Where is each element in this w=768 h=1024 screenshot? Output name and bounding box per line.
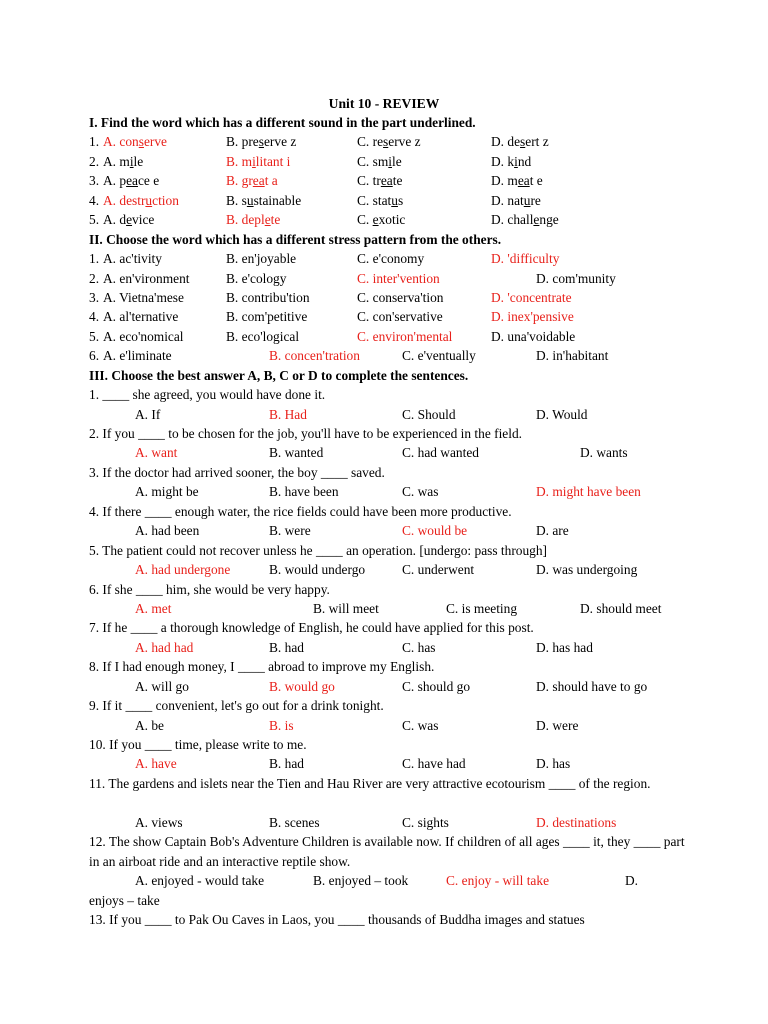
answer-option: C. Should [402, 406, 456, 422]
option-a [103, 327, 184, 346]
worksheet-content [89, 113, 689, 929]
item-number: 2. [89, 153, 100, 169]
option-text: concen'tration [284, 348, 360, 364]
answer-option: A. be [135, 717, 165, 733]
section-1-row [89, 152, 689, 171]
option-c [357, 327, 452, 346]
word-part: p [119, 173, 127, 189]
answer-options-row [89, 521, 689, 540]
option-d [491, 191, 541, 210]
question-text: 12. The show Captain Bob's Adventure Children is available now. If children of all ages ____ it, they ____ part in an airboat ride and an interactive reptile show. [89, 834, 685, 869]
answer-option: B. have been [269, 484, 339, 500]
question-text: 9. If it ____ convenient, let's go out for a drink tonight. [89, 698, 384, 714]
underlined-part: s [258, 134, 264, 150]
option-a [103, 191, 179, 210]
section-2-row [89, 249, 689, 268]
answer-option: D. was undergoing [536, 562, 638, 578]
option-text: e'ventually [417, 348, 476, 364]
option-a [103, 269, 189, 288]
underlined-part: s [138, 134, 144, 150]
option-c [402, 346, 476, 365]
option-letter: A. [103, 153, 117, 169]
section-2-row [89, 327, 689, 346]
option-d [536, 269, 616, 288]
answer-option: B. had [269, 756, 304, 772]
word-part: stainable [253, 192, 302, 208]
answer-option: C. sights [402, 814, 449, 830]
item-number: 6. [89, 348, 100, 364]
section-2-row [89, 269, 689, 288]
question-text: 7. If he ____ a thorough knowledge of English, he could have applied for this post. [89, 620, 534, 636]
option-letter: A. [103, 134, 117, 150]
option-letter: C. [357, 270, 370, 286]
option-c [357, 269, 440, 288]
item-number: 3. [89, 173, 100, 189]
option-letter: A. [103, 270, 117, 286]
question-text: 4. If there ____ enough water, the rice fields could have been more productive. [89, 503, 512, 519]
answer-option: A. views [135, 814, 183, 830]
word-part: pre [241, 134, 259, 150]
answer-option: C. should go [402, 678, 471, 694]
answer-options-row [89, 482, 689, 501]
option-letter: D. [491, 192, 505, 208]
question-line [89, 502, 689, 521]
word-part: ction [152, 192, 179, 208]
underlined-part: ea [380, 173, 393, 189]
option-letter: C. [357, 173, 370, 189]
word-part: depl [241, 212, 265, 228]
answer-option: B. would undergo [269, 562, 366, 578]
answer-option: B. enjoyed – took [313, 873, 409, 889]
option-letter: A. [103, 173, 117, 189]
word-part: ce e [137, 173, 160, 189]
option-letter: D. [536, 348, 550, 364]
option-a [103, 249, 162, 268]
question-text: 3. If the doctor had arrived sooner, the boy ____ saved. [89, 464, 385, 480]
answer-options-row [89, 754, 689, 773]
item-number: 4. [89, 309, 100, 325]
option-letter: B. [226, 270, 239, 286]
option-letter: D. [536, 270, 550, 286]
word-part: nd [517, 153, 532, 169]
option-text: conserva'tion [372, 289, 444, 305]
answer-option: C. enjoy - will take [446, 873, 550, 889]
option-b [226, 152, 290, 171]
option-letter: A. [103, 289, 117, 305]
option-letter: C. [357, 134, 370, 150]
option-text: en'joyable [241, 251, 297, 267]
word-part: d [119, 212, 127, 228]
option-letter: B. [226, 173, 239, 189]
option-b [226, 288, 310, 307]
section-1-row [89, 191, 689, 210]
underlined-part: u [391, 192, 398, 208]
underlined-part: e [126, 212, 133, 228]
option-letter: A. [103, 309, 117, 325]
option-text: inex'pensive [507, 309, 574, 325]
option-letter: B. [226, 328, 239, 344]
option-text: 'difficulty [507, 251, 560, 267]
answer-option: B. will meet [313, 600, 379, 616]
option-letter: C. [357, 251, 370, 267]
option-letter: D. [491, 212, 505, 228]
word-part: nat [507, 192, 524, 208]
section-1-row [89, 210, 689, 229]
question-text: 8. If I had enough money, I ____ abroad to improve my English. [89, 659, 435, 675]
underlined-part: i [388, 153, 393, 169]
question-line [89, 385, 689, 404]
option-letter: B. [226, 309, 239, 325]
option-d [491, 152, 531, 171]
option-letter: A. [103, 328, 117, 344]
option-letter: C. [357, 289, 370, 305]
answer-option: A. had had [135, 639, 194, 655]
answer-option: C. would be [402, 523, 468, 539]
option-letter: C. [357, 192, 370, 208]
section-1-heading: I. Find the word which has a different sound in the part underlined. [89, 115, 476, 130]
answer-option: B. were [269, 523, 311, 539]
option-letter: B. [226, 134, 239, 150]
option-d [491, 249, 559, 268]
answer-option: A. enjoyed - would take [135, 873, 265, 889]
section-2-heading: II. Choose the word which has a different stress pattern from the others. [89, 231, 502, 247]
answer-option: A. met [135, 600, 172, 616]
answer-option: C. was [402, 484, 439, 500]
answer-option: A. want [135, 445, 178, 461]
answer-option: B. is [269, 717, 294, 733]
option-letter: D. [491, 134, 505, 150]
option-d [536, 346, 608, 365]
underlined-part: s [383, 134, 389, 150]
answer-options-row [89, 716, 689, 735]
option-letter: C. [357, 309, 370, 325]
option-text: environ'mental [372, 328, 453, 344]
option-text: al'ternative [119, 309, 179, 325]
word-part: te [270, 212, 281, 228]
option-c [357, 191, 403, 210]
underlined-part: u [523, 192, 531, 208]
option-d [491, 327, 575, 346]
answer-option: C. has [402, 639, 436, 655]
option-text: e'cology [241, 270, 287, 286]
option-text: Vietna'mese [119, 289, 184, 305]
option-b [226, 132, 296, 151]
option-a [103, 346, 172, 365]
word-part: erve z [263, 134, 297, 150]
option-d [491, 210, 559, 229]
answer-option: B. Had [269, 406, 307, 422]
word-part: m [119, 153, 130, 169]
answer-option: D. should meet [580, 600, 662, 616]
section-2-rows [89, 249, 689, 366]
underlined-part: e [533, 212, 540, 228]
answer-option: A. had undergone [135, 562, 231, 578]
option-b [226, 210, 280, 229]
answer-option: B. would go [269, 678, 335, 694]
option-letter: C. [357, 153, 370, 169]
section-2-row [89, 346, 689, 365]
option-c [357, 171, 402, 190]
answer-option: C. is meeting [446, 600, 518, 616]
option-letter: D. [491, 309, 505, 325]
answer-option: A. had been [135, 523, 200, 539]
item-number: 4. [89, 192, 100, 208]
option-a [103, 171, 159, 190]
word-part: de [507, 134, 521, 150]
option-d [491, 171, 543, 190]
question-line [89, 735, 689, 754]
option-d [491, 307, 574, 326]
word-part: stat [372, 192, 392, 208]
option-letter: C. [357, 212, 370, 228]
option-c [357, 210, 405, 229]
section-3-heading: III. Choose the best answer A, B, C or D to complete the sentences. [89, 367, 469, 383]
answer-options-row [89, 813, 689, 832]
answer-continuation [89, 891, 689, 910]
word-part: k [507, 153, 515, 169]
option-letter: A. [103, 192, 117, 208]
word-part: chall [507, 212, 534, 228]
option-text: in'habitant [552, 348, 609, 364]
word-part: ert z [525, 134, 549, 150]
option-text: com'petitive [241, 309, 308, 325]
option-letter: B. [226, 153, 239, 169]
answer-option: D. might have been [536, 484, 641, 500]
option-letter: D. [491, 328, 505, 344]
answer-option: D. [625, 873, 639, 889]
option-a [103, 288, 184, 307]
answer-options-row [89, 638, 689, 657]
option-text: una'voidable [507, 328, 576, 344]
word-part: s [241, 192, 247, 208]
word-part: con [119, 134, 139, 150]
answer-option: D. wants [580, 445, 628, 461]
question-line [89, 618, 689, 637]
option-letter: B. [226, 192, 239, 208]
option-letter: A. [103, 348, 117, 364]
word-part: nge [539, 212, 559, 228]
question-line [89, 463, 689, 482]
option-letter: D. [491, 153, 505, 169]
question-text: 1. ____ she agreed, you would have done it. [89, 387, 326, 403]
option-text: eco'nomical [119, 328, 184, 344]
word-part: s [397, 192, 404, 208]
option-text: eco'logical [241, 328, 300, 344]
option-text: 'concentrate [507, 289, 572, 305]
answer-options-row [89, 871, 689, 890]
section-1-rows [89, 132, 689, 229]
option-text: con'servative [372, 309, 443, 325]
option-text: com'munity [552, 270, 616, 286]
answer-option: A. If [135, 406, 161, 422]
option-letter: B. [269, 348, 282, 364]
section-3-questions [89, 385, 689, 929]
option-letter: C. [402, 348, 415, 364]
option-text: en'vironment [119, 270, 190, 286]
underlined-part: s [520, 134, 526, 150]
question-line [89, 541, 689, 560]
word-part: m [241, 153, 253, 169]
item-number: 2. [89, 270, 100, 286]
option-c [357, 288, 443, 307]
question-line [89, 696, 689, 715]
item-number: 1. [89, 134, 100, 150]
question-line [89, 580, 689, 599]
option-letter: B. [226, 289, 239, 305]
question-line [89, 424, 689, 443]
word-part: t a [264, 173, 278, 189]
option-c [357, 307, 443, 326]
question-text: 10. If you ____ time, please write to me. [89, 737, 307, 752]
word-part: tr [372, 173, 381, 189]
option-b [226, 269, 286, 288]
option-letter: D. [491, 251, 505, 267]
answer-option: C. was [402, 717, 439, 733]
answer-option: C. have had [402, 756, 466, 772]
option-letter: A. [103, 212, 117, 228]
word-part: xotic [378, 212, 406, 228]
answer-option: D. destinations [536, 814, 617, 830]
answer-option: B. wanted [269, 445, 324, 461]
underlined-part: e [372, 212, 379, 228]
answer-option: D. Would [536, 406, 588, 422]
question-text: 5. The patient could not recover unless he ____ an operation. [undergo: pass through] [89, 542, 548, 558]
answer-option-continued: enjoys – take [89, 892, 160, 908]
answer-option: D. were [536, 717, 579, 733]
word-part: litant i [255, 153, 291, 169]
answer-option: D. has had [536, 639, 593, 655]
section-1-row [89, 132, 689, 151]
answer-options-row [89, 599, 689, 618]
answer-option: A. have [135, 756, 177, 772]
option-letter: B. [226, 212, 239, 228]
option-c [357, 249, 424, 268]
question-text: 11. The gardens and islets near the Tien and Hau River are very attractive ecotourism ____ of the region. [89, 775, 651, 791]
section-2-row [89, 307, 689, 326]
answer-option: B. scenes [269, 814, 320, 830]
option-a [103, 132, 167, 151]
item-number: 5. [89, 328, 100, 344]
option-d [491, 288, 572, 307]
answer-options-row [89, 677, 689, 696]
question-line [89, 832, 689, 871]
question-line [89, 774, 689, 813]
underlined-part: ea [252, 173, 265, 189]
page-title: Unit 10 - REVIEW [328, 96, 440, 111]
option-b [269, 346, 360, 365]
option-letter: D. [491, 173, 505, 189]
option-b [226, 327, 299, 346]
word-part: re [530, 192, 541, 208]
word-part: m [507, 173, 518, 189]
underlined-part: i [252, 153, 256, 169]
answer-option: D. should have to go [536, 678, 648, 694]
answer-option: B. had [269, 639, 304, 655]
item-number: 5. [89, 212, 100, 228]
option-b [226, 191, 301, 210]
underlined-part: i [129, 153, 134, 169]
answer-options-row [89, 443, 689, 462]
underlined-part: i [514, 153, 518, 169]
word-part: erve [143, 134, 167, 150]
option-text: ac'tivity [119, 251, 162, 267]
option-a [103, 152, 143, 171]
option-c [357, 152, 402, 171]
word-part: sm [372, 153, 389, 169]
underlined-part: e [264, 212, 271, 228]
answer-options-row [89, 405, 689, 424]
answer-option: A. will go [135, 678, 189, 694]
option-a [103, 210, 154, 229]
word-part: t e [529, 173, 543, 189]
answer-option: D. are [536, 523, 569, 539]
word-part: erve z [388, 134, 421, 150]
option-letter: A. [103, 251, 117, 267]
word-part: te [392, 173, 403, 189]
word-part: vice [132, 212, 155, 228]
option-b [226, 171, 278, 190]
word-part: re [372, 134, 384, 150]
question-line [89, 657, 689, 676]
question-line [89, 910, 689, 929]
question-text: 2. If you ____ to be chosen for the job, you'll have to be experienced in the field. [89, 426, 523, 441]
option-letter: D. [491, 289, 505, 305]
question-text: 6. If she ____ him, she would be very happy. [89, 581, 330, 597]
answer-option: C. underwent [402, 562, 475, 578]
question-text: 13. If you ____ to Pak Ou Caves in Laos, you ____ thousands of Buddha images and statues [89, 911, 585, 927]
option-text: e'liminate [119, 348, 172, 364]
option-d [491, 132, 549, 151]
word-part: gr [241, 173, 253, 189]
option-letter: C. [357, 328, 370, 344]
option-text: inter'vention [372, 270, 440, 286]
answer-option: D. has [536, 756, 571, 772]
word-part: le [133, 153, 144, 169]
underlined-part: u [145, 192, 153, 208]
option-a [103, 307, 178, 326]
answer-option: C. had wanted [402, 445, 479, 461]
option-b [226, 307, 307, 326]
underlined-part: ea [517, 173, 530, 189]
word-part: le [392, 153, 402, 169]
option-text: e'conomy [372, 251, 425, 267]
section-1-row [89, 171, 689, 190]
word-part: destr [119, 192, 146, 208]
section-2-row [89, 288, 689, 307]
underlined-part: u [246, 192, 254, 208]
option-b [226, 249, 296, 268]
answer-option: A. might be [135, 484, 199, 500]
underlined-part: ea [126, 173, 138, 189]
item-number: 3. [89, 289, 100, 305]
item-number: 1. [89, 251, 100, 267]
option-letter: B. [226, 251, 239, 267]
option-c [357, 132, 421, 151]
answer-options-row [89, 560, 689, 579]
option-text: contribu'tion [241, 289, 310, 305]
